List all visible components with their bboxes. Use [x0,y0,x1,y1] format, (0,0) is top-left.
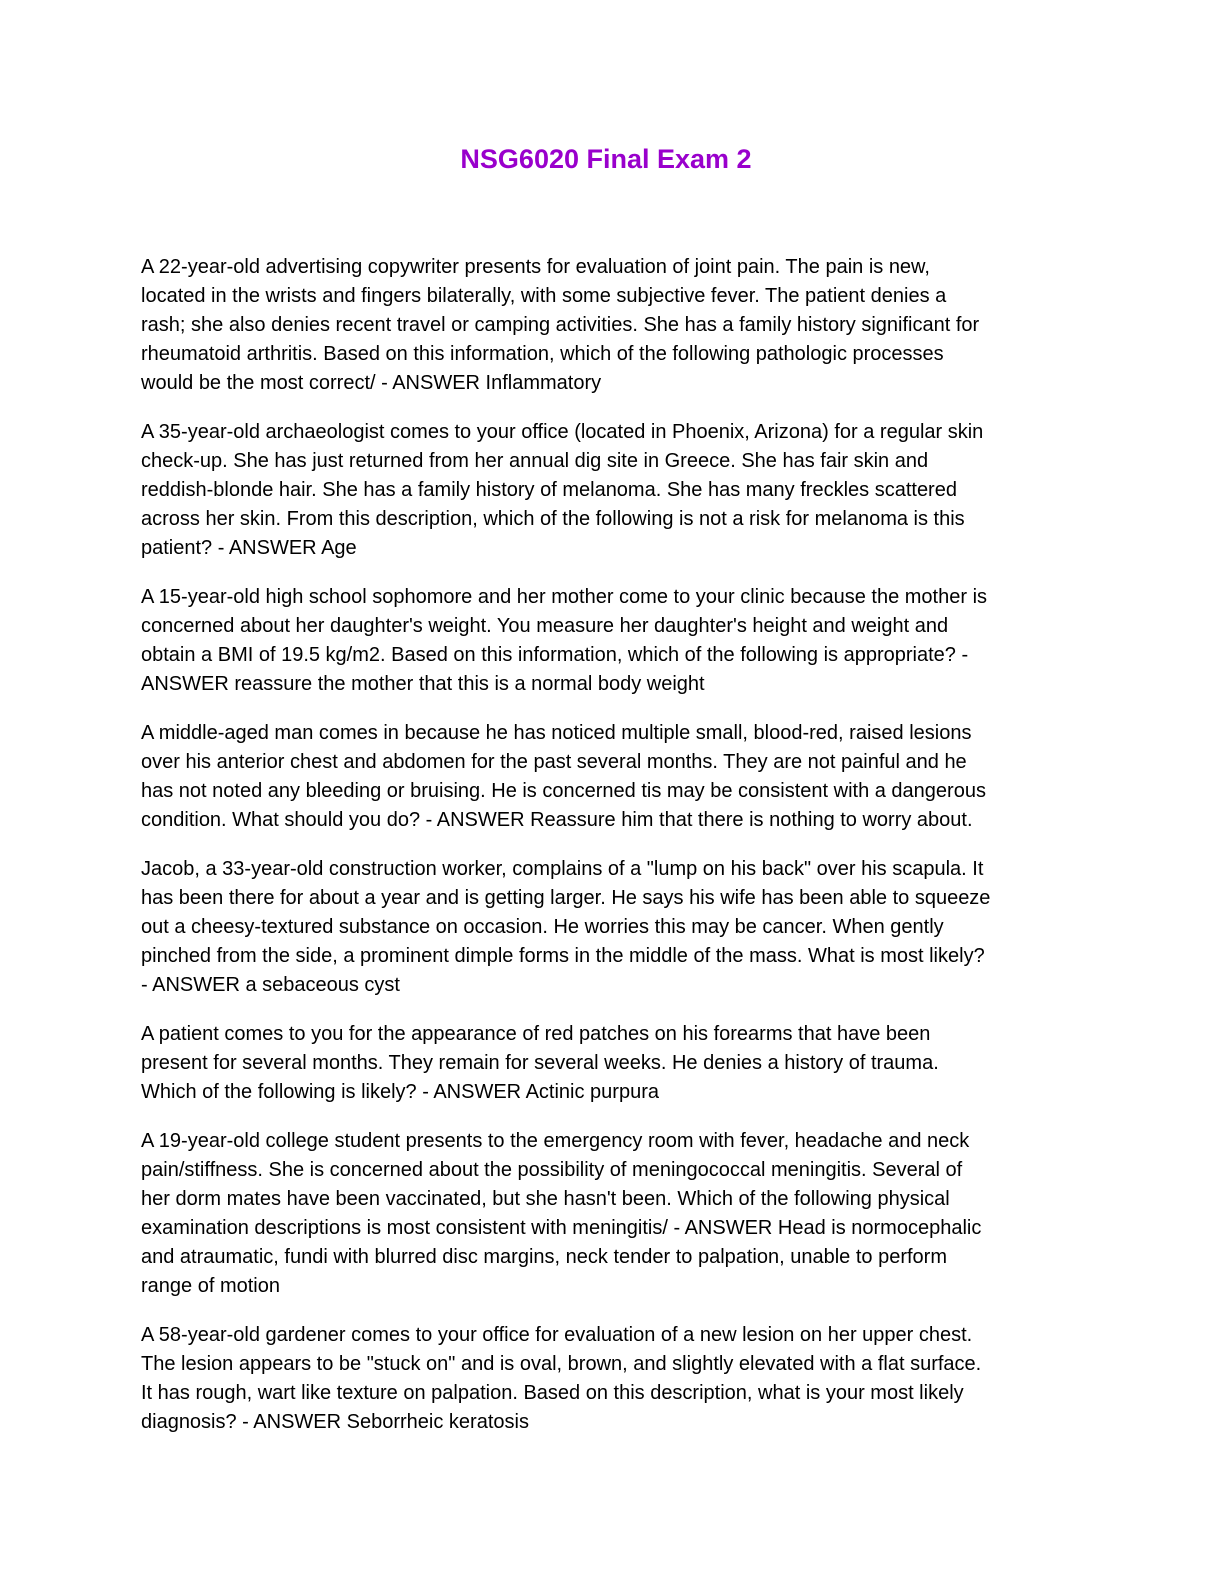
document-body [141,253,1081,1457]
text-line: - ANSWER a sebaceous cyst [141,974,400,996]
text-line: diagnosis? - ANSWER Seborrheic keratosis [141,1411,529,1433]
text-line: ANSWER reassure the mother that this is a normal body weight [141,673,705,695]
text-line: her dorm mates have been vaccinated, but she hasn't been. Which of the following physical [141,1188,950,1210]
text-line: out a cheesy-textured substance on occasion. He worries this may be cancer. When gently [141,916,944,938]
text-line: over his anterior chest and abdomen for the past several months. They are not painful and he [141,751,967,773]
text-line: Which of the following is likely? - ANSWER Actinic purpura [141,1081,659,1103]
text-line: would be the most correct/ - ANSWER Inflammatory [141,372,602,394]
text-line: and atraumatic, fundi with blurred disc margins, neck tender to palpation, unable to perform [141,1246,947,1268]
text-line: A middle-aged man comes in because he has noticed multiple small, blood-red, raised lesions [141,722,972,744]
text-line: range of motion [141,1275,280,1297]
text-line: examination descriptions is most consistent with meningitis/ - ANSWER Head is normocephalic [141,1217,982,1239]
text-line: Jacob, a 33-year-old construction worker, complains of a "lump on his back" over his scapula. It [141,858,984,880]
text-line: patient? - ANSWER Age [141,537,357,559]
text-line: The lesion appears to be "stuck on" and is oval, brown, and slightly elevated with a flat surface. [141,1353,982,1375]
question-paragraph [141,1020,1081,1107]
text-line: has not noted any bleeding or bruising. He is concerned tis may be consistent with a dangerous [141,780,986,802]
text-line: condition. What should you do? - ANSWER Reassure him that there is nothing to worry about. [141,809,973,831]
text-line: It has rough, wart like texture on palpation. Based on this description, what is your most likely [141,1382,964,1404]
question-paragraph [141,253,1081,398]
text-line: rash; she also denies recent travel or camping activities. She has a family history significant for [141,314,980,336]
question-paragraph [141,1321,1081,1437]
question-paragraph [141,583,1081,699]
text-line: concerned about her daughter's weight. You measure her daughter's height and weight and [141,615,949,637]
question-paragraph [141,418,1081,563]
text-line: A patient comes to you for the appearance of red patches on his forearms that have been [141,1023,931,1045]
text-line: reddish-blonde hair. She has a family history of melanoma. She has many freckles scattered [141,479,957,501]
text-line: rheumatoid arthritis. Based on this information, which of the following pathologic processes [141,343,944,365]
text-line: check-up. She has just returned from her annual dig site in Greece. She has fair skin and [141,450,929,472]
text-line: has been there for about a year and is getting larger. He says his wife has been able to squeeze [141,887,991,909]
question-paragraph [141,855,1081,1000]
text-line: A 19-year-old college student presents to the emergency room with fever, headache and neck [141,1130,970,1152]
document-title: NSG6020 Final Exam 2 [460,144,752,174]
text-line: across her skin. From this description, which of the following is not a risk for melanoma is this [141,508,965,530]
text-line: present for several months. They remain for several weeks. He denies a history of trauma. [141,1052,939,1074]
text-line: A 35-year-old archaeologist comes to your office (located in Phoenix, Arizona) for a regular skin [141,421,984,443]
text-line: located in the wrists and fingers bilaterally, with some subjective fever. The patient denies a [141,285,947,307]
text-line: A 15-year-old high school sophomore and her mother come to your clinic because the mother is [141,586,988,608]
text-line: A 58-year-old gardener comes to your office for evaluation of a new lesion on her upper chest. [141,1324,973,1346]
question-paragraph [141,719,1081,835]
question-paragraph [141,1127,1081,1301]
text-line: pain/stiffness. She is concerned about the possibility of meningococcal meningitis. Several of [141,1159,963,1181]
text-line: obtain a BMI of 19.5 kg/m2. Based on this information, which of the following is appropriate? - [141,644,969,666]
text-line: pinched from the side, a prominent dimple forms in the middle of the mass. What is most likely? [141,945,985,967]
text-line: A 22-year-old advertising copywriter presents for evaluation of joint pain. The pain is new, [141,256,930,278]
